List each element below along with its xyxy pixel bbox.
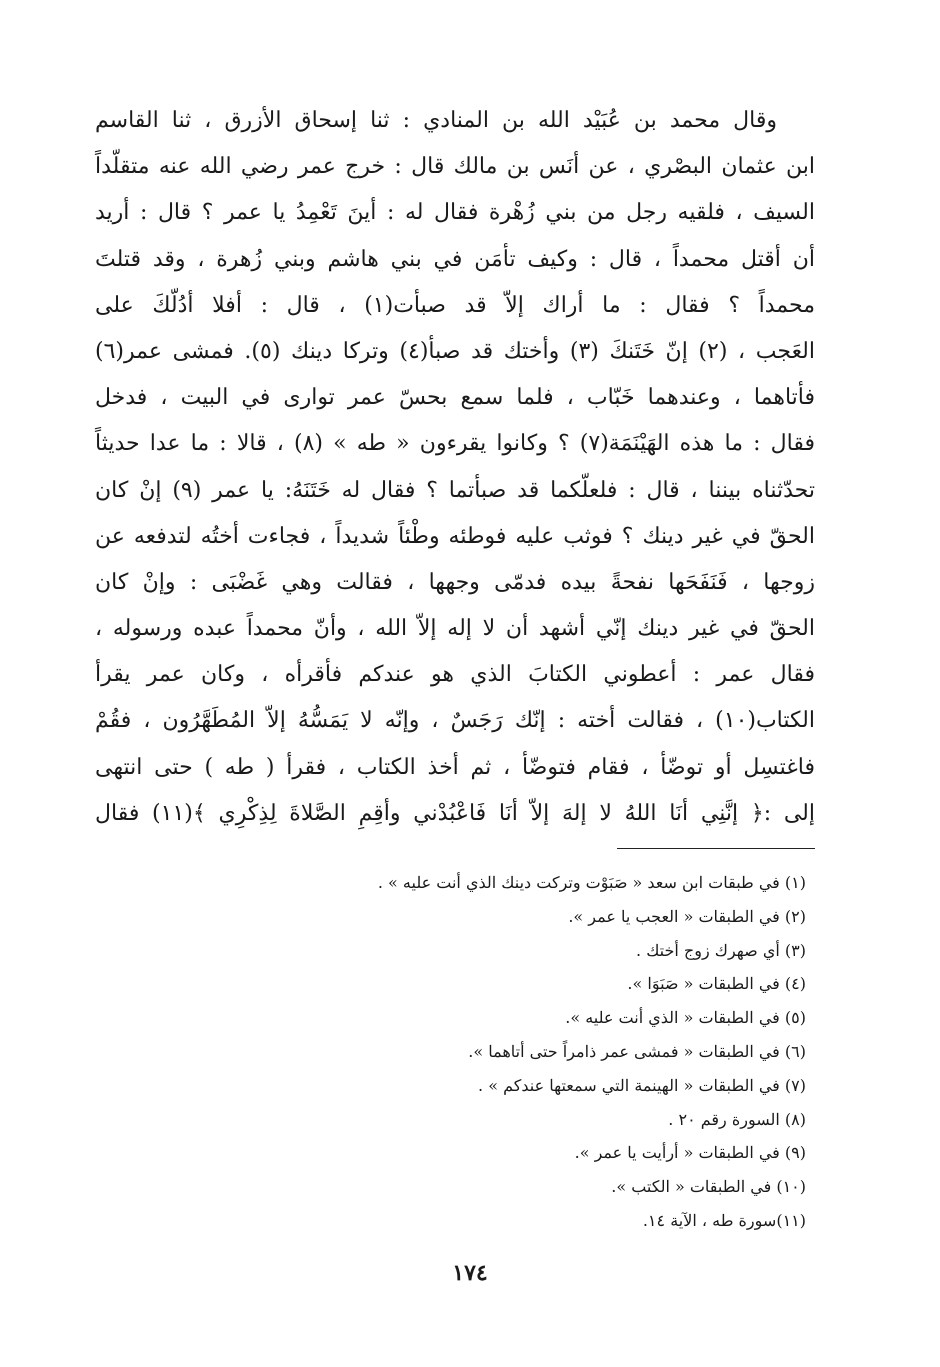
text-line: الحقّ في غير دينك إنّي أشهد أن لا إله إلاّ الله ، وأنّ محمداً عبده ورسوله ،: [95, 616, 815, 642]
footnotes: [246, 866, 806, 1238]
footnote: (٨) السورة رقم ٢٠ .: [668, 1109, 806, 1129]
text-line: الكتاب(١٠) ، فقالت أخته : إنّك رَجَسٌ ، وإنّه لا يَمَسُّهُ إلاّ المُطَهَّرُون ، فقُمْ: [95, 708, 815, 734]
page-number: ١٧٤: [452, 1260, 488, 1286]
footnote-separator: [617, 848, 815, 849]
footnote: (٥) في الطبقات « الذي أنت عليه ».: [565, 1008, 806, 1028]
text-line: فقال عمر : أعطوني الكتابَ الذي هو عندكم فأقرأه ، وكان عمر يقرأ: [95, 662, 815, 688]
text-line: فقال : ما هذه الهَيْنَمَة(٧) ؟ وكانوا يقرءون « طه » (٨) ، قالا : ما عدا حديثاً: [95, 431, 815, 457]
text-line: فاغتسِل أو توضّأ ، فقام فتوضّأ ، ثم أخذ الكتاب ، فقرأ ( طه ) حتى انتهى: [95, 754, 815, 780]
footnote: (٦) في الطبقات « فمشى عمر ذامراً حتى أتاهما ».: [468, 1041, 806, 1061]
text-line: زوجها ، فَنَفَحَها نفحةً بيده فدمّى وجهها ، فقالت وهي غَضْبَى : وإنْ كان: [95, 569, 815, 595]
text-line: الحقّ في غير دينك ؟ فوثب عليه فوطئه وطْئاً شديداً ، فجاءت أختُه لتدفعه عن: [95, 523, 815, 549]
footnote: (٩) في الطبقات « أرأيت يا عمر ».: [574, 1143, 806, 1163]
main-text: [95, 98, 815, 837]
text-line: تحدّثناه بيننا ، قال : فلعلّكما قد صبأتما ؟ فقال له خَتَنَهُ: يا عمر (٩) إنْ كان: [95, 477, 815, 503]
text-line: العَجب ، (٢) إنّ خَتَنكَ (٣) وأختك قد صبأ(٤) وتركا دينك (٥). فمشى عمر(٦): [95, 338, 815, 364]
footnote: (٤) في الطبقات « صَبَوَا ».: [627, 974, 806, 994]
text-line: السيف ، فلقيه رجل من بني زُهْرة فقال له : أينَ تَعْمِدُ يا عمر ؟ قال : أريد: [95, 200, 815, 226]
footnote: (١٠) في الطبقات « الكتب ».: [611, 1177, 806, 1197]
text-line: فأتاهما ، وعندهما خَبّاب ، فلما سمع بحسّ عمر توارى في البيت ، فدخل: [95, 385, 815, 411]
text-line: أن أقتل محمداً ، قال : وكيف تأمَن في بني هاشم وبني زُهرة ، وقد قتلتَ: [95, 246, 815, 272]
footnote: (١) في طبقات ابن سعد « صَبَوْت وتركت دينك الذي أنت عليه » .: [377, 873, 806, 892]
footnote: (٧) في الطبقات « الهينمة التي سمعتها عندكم » .: [478, 1075, 806, 1095]
footnote: (١١)سورة طه ، الآية ١٤.: [642, 1210, 806, 1230]
footnote: (٢) في الطبقات « العجب يا عمر ».: [568, 906, 806, 926]
text-line: إلى :﴿ إنَّنِي أنَا اللهُ لا إلهَ إلاّ أنَا فَاعْبُدْني وأقِمِ الصَّلاةَ لِذِكْرِي ﴾(١١) فقال: [95, 800, 815, 826]
text-line: وقال محمد بن عُبَيْد الله بن المنادي : ثنا إسحاق الأزرق ، ثنا القاسم: [95, 108, 777, 133]
text-line: محمداً ؟ فقال : ما أراك إلاّ قد صبأت(١) ، قال : أفلا أدُلّكَ على: [95, 292, 815, 318]
footnote: (٣) أي صهرك زوج أختك .: [636, 940, 806, 960]
text-line: ابن عثمان البصْري ، عن أنَس بن مالك قال : خرج عمر رضي الله عنه متقلّداً: [95, 154, 815, 180]
